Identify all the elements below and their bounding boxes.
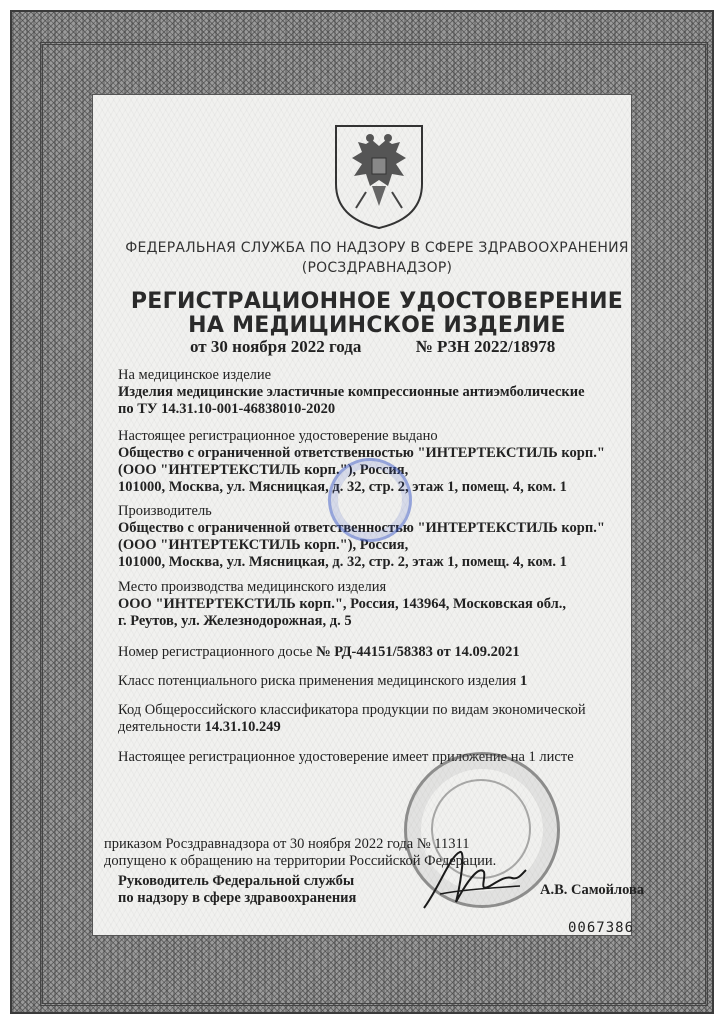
okpd-label: Код Общероссийского классификатора продукции по видам экономической <box>118 702 586 718</box>
blue-stamp <box>328 458 412 542</box>
risk-class-row <box>118 673 527 690</box>
signatory-position-line1: Руководитель Федеральной службы <box>118 873 355 889</box>
manufacturer-label: Производитель <box>118 503 212 519</box>
issued-to-short-name: (ООО "ИНТЕРТЕКСТИЛЬ корп."), Россия, <box>118 462 409 478</box>
certificate-title-line1: РЕГИСТРАЦИОННОЕ УДОСТОВЕРЕНИЕ <box>130 289 624 314</box>
issued-to-company: Общество с ограниченной ответственностью "ИНТЕРТЕКСТИЛЬ корп." <box>118 445 605 461</box>
risk-class-value: 1 <box>519 673 528 689</box>
okpd-row <box>118 719 281 736</box>
certificate-date-number <box>190 337 555 357</box>
order-line2: допущено к обращению на территории Российской Федерации. <box>104 853 497 869</box>
dossier-row <box>118 644 520 661</box>
certificate-date: от 30 ноября 2022 года <box>190 337 362 356</box>
serial-number: 0067386 <box>568 920 635 936</box>
issued-to-address: 101000, Москва, ул. Мясницкая, д. 32, стр. 2, этаж 1, помещ. 4, ком. 1 <box>118 479 567 495</box>
certificate-title-line2: НА МЕДИЦИНСКОЕ ИЗДЕЛИЕ <box>188 313 566 338</box>
order-line1: приказом Росздравнадзора от 30 ноября 2022 года № 11311 <box>104 836 470 852</box>
okpd-label-cont: деятельности <box>118 719 202 735</box>
dossier-label: Номер регистрационного досье <box>118 644 313 660</box>
coat-of-arms-icon <box>332 122 426 232</box>
device-label: На медицинское изделие <box>118 367 272 383</box>
manufacturer-address: 101000, Москва, ул. Мясницкая, д. 32, стр. 2, этаж 1, помещ. 4, ком. 1 <box>118 554 567 570</box>
production-site-line2: г. Реутов, ул. Железнодорожная, д. 5 <box>118 613 352 629</box>
device-spec: по ТУ 14.31.10-001-46838010-2020 <box>118 401 336 417</box>
agency-name: ФЕДЕРАЛЬНАЯ СЛУЖБА ПО НАДЗОРУ В СФЕРЕ ЗДРАВООХРАНЕНИЯ <box>125 240 629 256</box>
production-site-label: Место производства медицинского изделия <box>118 579 387 595</box>
certificate-number: № РЗН 2022/18978 <box>415 337 556 356</box>
production-site-line1: ООО "ИНТЕРТЕКСТИЛЬ корп.", Россия, 143964, Московская обл., <box>118 596 567 612</box>
dossier-number: № РД-44151/58383 от 14.09.2021 <box>316 644 520 660</box>
manufacturer-company: Общество с ограниченной ответственностью "ИНТЕРТЕКСТИЛЬ корп." <box>118 520 605 536</box>
signatory-name: А.В. Самойлова <box>540 882 645 898</box>
device-name: Изделия медицинские эластичные компрессионные антиэмболические <box>118 384 585 400</box>
okpd-code: 14.31.10.249 <box>204 719 281 735</box>
risk-class-label: Класс потенциального риска применения медицинского изделия <box>118 673 517 689</box>
issued-to-label: Настоящее регистрационное удостоверение выдано <box>118 428 438 444</box>
manufacturer-short-name: (ООО "ИНТЕРТЕКСТИЛЬ корп."), Россия, <box>118 537 409 553</box>
signature <box>420 846 530 916</box>
signatory-position-line2: по надзору в сфере здравоохранения <box>118 890 357 906</box>
agency-abbreviation: (РОСЗДРАВНАДЗОР) <box>301 260 453 276</box>
appendix-note: Настоящее регистрационное удостоверение имеет приложение на 1 листе <box>118 749 574 765</box>
